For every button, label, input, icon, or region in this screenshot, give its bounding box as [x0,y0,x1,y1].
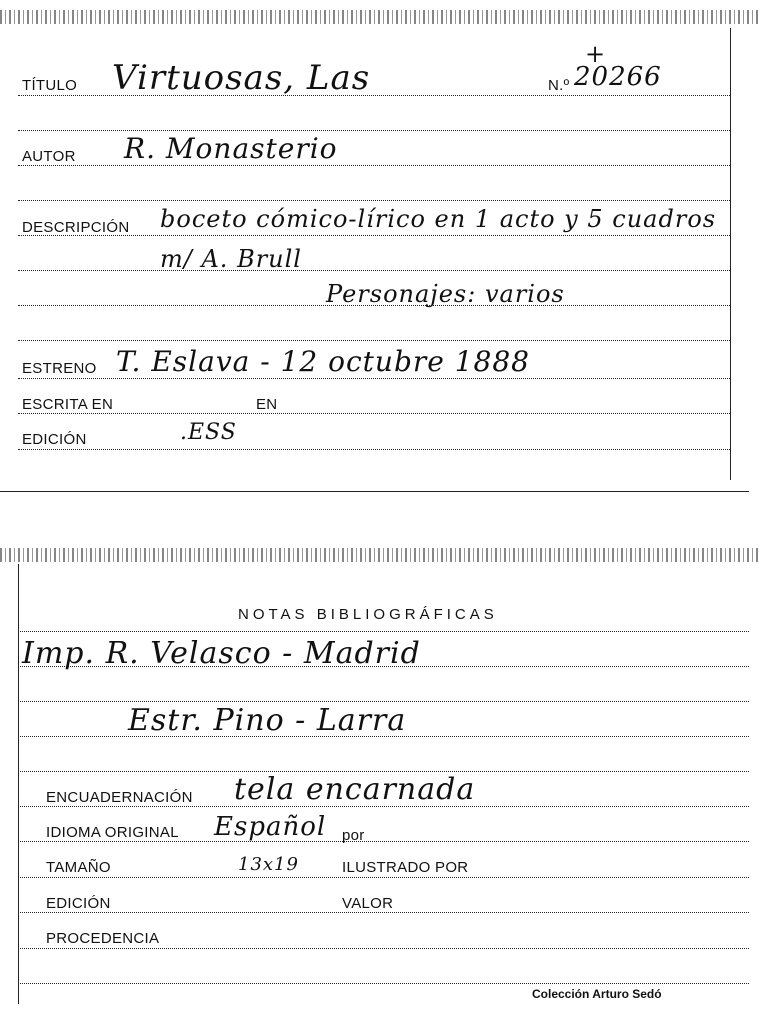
edicion-back-label: EDICIÓN [46,895,111,912]
autor-value: R. Monasterio [124,132,338,165]
descripcion-label: DESCRIPCIÓN [22,219,130,236]
ilustrado-label: ILUSTRADO POR [342,859,469,876]
numero-value: 20266 [574,62,662,92]
rule-line [18,200,730,201]
catalog-card-front [0,0,759,490]
estreno-value: T. Eslava - 12 octubre 1888 [116,345,530,378]
rule-line [18,983,749,984]
rule-line [18,912,749,913]
card-edge [0,548,759,562]
procedencia-label: PROCEDENCIA [46,930,160,947]
card-left-border [18,564,19,1004]
encuadernacion-value: tela encarnada [234,772,476,807]
por-label: por [342,827,365,844]
card-separator [0,491,749,492]
rule-line [18,701,749,702]
rule-line [18,378,730,379]
card-edge [0,10,759,24]
autor-label: AUTOR [22,148,76,165]
descripcion-line-2: m/ A. Brull [160,245,302,273]
tamano-label: TAMAÑO [46,859,111,876]
escrita-en-label: ESCRITA EN [22,396,114,413]
card-right-border [730,28,731,480]
rule-line [18,449,730,450]
rule-line [18,841,749,842]
rule-line [18,340,730,341]
rule-line [18,130,730,131]
encuadernacion-label: ENCUADERNACIÓN [46,789,193,806]
catalog-card-back [0,540,759,1010]
note-line-1: Imp. R. Velasco - Madrid [22,636,421,671]
tamano-value: 13x19 [238,854,299,875]
rule-line [18,948,749,949]
note-line-2: Estr. Pino - Larra [128,703,407,738]
collection-credit: Colección Arturo Sedó [532,987,662,1001]
notes-title: NOTAS BIBLIOGRÁFICAS [238,606,498,623]
numero-label: N.º [548,77,570,94]
descripcion-line-1: boceto cómico-lírico en 1 acto y 5 cuadros [160,205,717,233]
rule-line [18,413,730,414]
rule-line [18,270,730,271]
rule-line [18,877,749,878]
edicion-label: EDICIÓN [22,431,87,448]
estreno-label: ESTRENO [22,360,97,377]
en-label: EN [256,396,278,413]
edicion-value: .ESS [180,420,237,445]
numero-mark: + [585,40,607,68]
descripcion-line-3: Personajes: varios [326,280,565,308]
idioma-label: IDIOMA ORIGINAL [46,824,179,841]
titulo-value: Virtuosas, Las [112,58,371,98]
valor-label: VALOR [342,895,394,912]
rule-line [18,165,730,166]
titulo-label: TÍTULO [22,77,78,94]
idioma-value: Español [214,812,327,842]
rule-line [18,631,749,632]
